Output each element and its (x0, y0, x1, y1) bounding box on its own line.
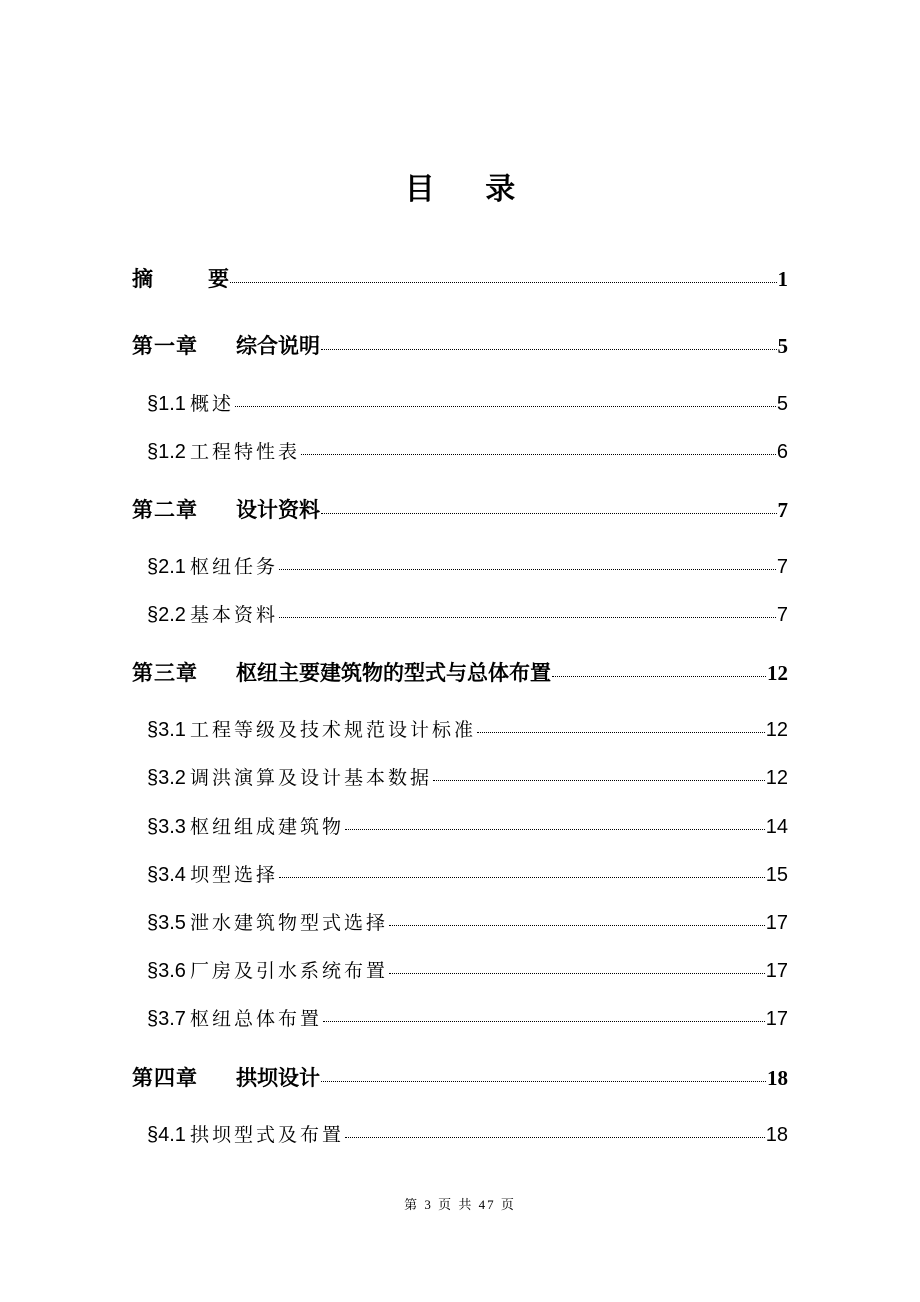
page-number: 12 (765, 767, 788, 789)
toc-section-entry[interactable] (147, 1120, 788, 1147)
toc-section-entry[interactable] (147, 715, 788, 742)
chapter-number: 第三章 (132, 661, 198, 685)
section-title: 坝型选择 (189, 864, 278, 886)
page-number: 7 (776, 604, 788, 626)
section-number: §3.2 (147, 767, 186, 789)
dot-leader (301, 454, 776, 455)
toc-chapter-entry[interactable] (132, 263, 788, 293)
chapter-title: 要 (208, 267, 229, 291)
chapter-title: 设计资料 (236, 498, 320, 522)
dot-leader (477, 732, 765, 733)
page-number: 12 (765, 719, 788, 741)
section-title: 工程特性表 (189, 441, 300, 463)
toc-entry-title (147, 600, 278, 627)
section-number: §3.5 (147, 912, 186, 934)
page-number: 17 (765, 1008, 788, 1030)
dot-leader (235, 406, 776, 407)
dot-leader (389, 925, 765, 926)
chapter-number: 第四章 (132, 1066, 198, 1090)
toc-section-entry[interactable] (147, 437, 788, 464)
dot-leader (321, 513, 777, 514)
page-number: 5 (777, 334, 788, 358)
page-number: 17 (765, 960, 788, 982)
section-number: §1.2 (147, 441, 186, 463)
page-number: 12 (767, 661, 788, 685)
dot-leader (279, 617, 776, 618)
dot-leader (230, 282, 777, 283)
section-number: §3.1 (147, 719, 186, 741)
page-number: 7 (777, 498, 788, 522)
section-title: 基本资料 (189, 604, 278, 626)
toc-entry-title (147, 908, 388, 935)
section-number: §3.3 (147, 816, 186, 838)
toc-section-entry[interactable] (147, 389, 788, 416)
toc-section-entry[interactable] (147, 763, 788, 790)
section-title: 枢纽任务 (189, 556, 278, 578)
chapter-title: 拱坝设计 (236, 1066, 320, 1090)
page-footer: 第 3 页 共 47 页 (404, 1197, 516, 1212)
page-number: 1 (777, 267, 788, 291)
dot-leader (389, 973, 765, 974)
page-number: 18 (767, 1066, 788, 1090)
page-number: 5 (776, 393, 788, 415)
toc-section-entry[interactable] (147, 860, 788, 887)
section-number: §2.1 (147, 556, 186, 578)
page-number: 17 (765, 912, 788, 934)
section-number: §1.1 (147, 393, 186, 415)
section-title: 工程等级及技术规范设计标准 (189, 719, 476, 741)
section-title: 厂房及引水系统布置 (189, 960, 388, 982)
dot-leader (345, 829, 765, 830)
toc-entry-title (132, 657, 551, 687)
toc-section-entry[interactable] (147, 956, 788, 983)
dot-leader (433, 780, 765, 781)
toc-entry-title (147, 1120, 344, 1147)
chapter-number: 第一章 (132, 334, 198, 358)
section-number: §4.1 (147, 1124, 186, 1146)
toc-entry-title (147, 437, 300, 464)
section-title: 拱坝型式及布置 (189, 1124, 344, 1146)
section-title: 概述 (189, 393, 234, 415)
section-title: 泄水建筑物型式选择 (189, 912, 388, 934)
toc-chapter-entry[interactable] (132, 494, 788, 524)
section-number: §3.7 (147, 1008, 186, 1030)
toc-entry-title (132, 1062, 320, 1092)
toc-entry-title (147, 715, 476, 742)
dot-leader (321, 1081, 766, 1082)
toc-entry-title (132, 330, 320, 360)
toc-chapter-entry[interactable] (132, 657, 788, 687)
chapter-number: 摘 (132, 267, 154, 291)
section-title: 枢纽组成建筑物 (189, 816, 344, 838)
section-number: §3.4 (147, 864, 186, 886)
toc-chapter-entry[interactable] (132, 330, 788, 360)
toc-entry-title (147, 812, 344, 839)
page-number: 6 (776, 441, 788, 463)
dot-leader (345, 1137, 765, 1138)
toc-entry-title (147, 860, 278, 887)
toc-section-entry[interactable] (147, 908, 788, 935)
toc-section-entry[interactable] (147, 812, 788, 839)
dot-leader (279, 569, 776, 570)
toc-entry-title (147, 763, 432, 790)
toc-section-entry[interactable] (147, 1004, 788, 1031)
toc-section-entry[interactable] (147, 552, 788, 579)
toc-entry-title (132, 494, 320, 524)
toc-entry-title (147, 552, 278, 579)
chapter-title: 枢纽主要建筑物的型式与总体布置 (236, 661, 551, 685)
chapter-number: 第二章 (132, 498, 198, 522)
toc-entry-title (147, 1004, 322, 1031)
toc-section-entry[interactable] (147, 600, 788, 627)
page-number: 15 (765, 864, 788, 886)
page-number: 18 (765, 1124, 788, 1146)
dot-leader (552, 676, 766, 677)
toc-entry-title (147, 956, 388, 983)
dot-leader (323, 1021, 765, 1022)
section-title: 调洪演算及设计基本数据 (189, 767, 432, 789)
chapter-title: 综合说明 (236, 334, 320, 358)
section-number: §3.6 (147, 960, 186, 982)
page-title: 目 录 (404, 172, 536, 207)
toc-chapter-entry[interactable] (132, 1062, 788, 1092)
page-number: 14 (765, 816, 788, 838)
toc-entry-title (132, 263, 229, 293)
page-number: 7 (776, 556, 788, 578)
section-number: §2.2 (147, 604, 186, 626)
dot-leader (279, 877, 765, 878)
toc-entry-title (147, 389, 234, 416)
section-title: 枢纽总体布置 (189, 1008, 322, 1030)
dot-leader (321, 349, 777, 350)
